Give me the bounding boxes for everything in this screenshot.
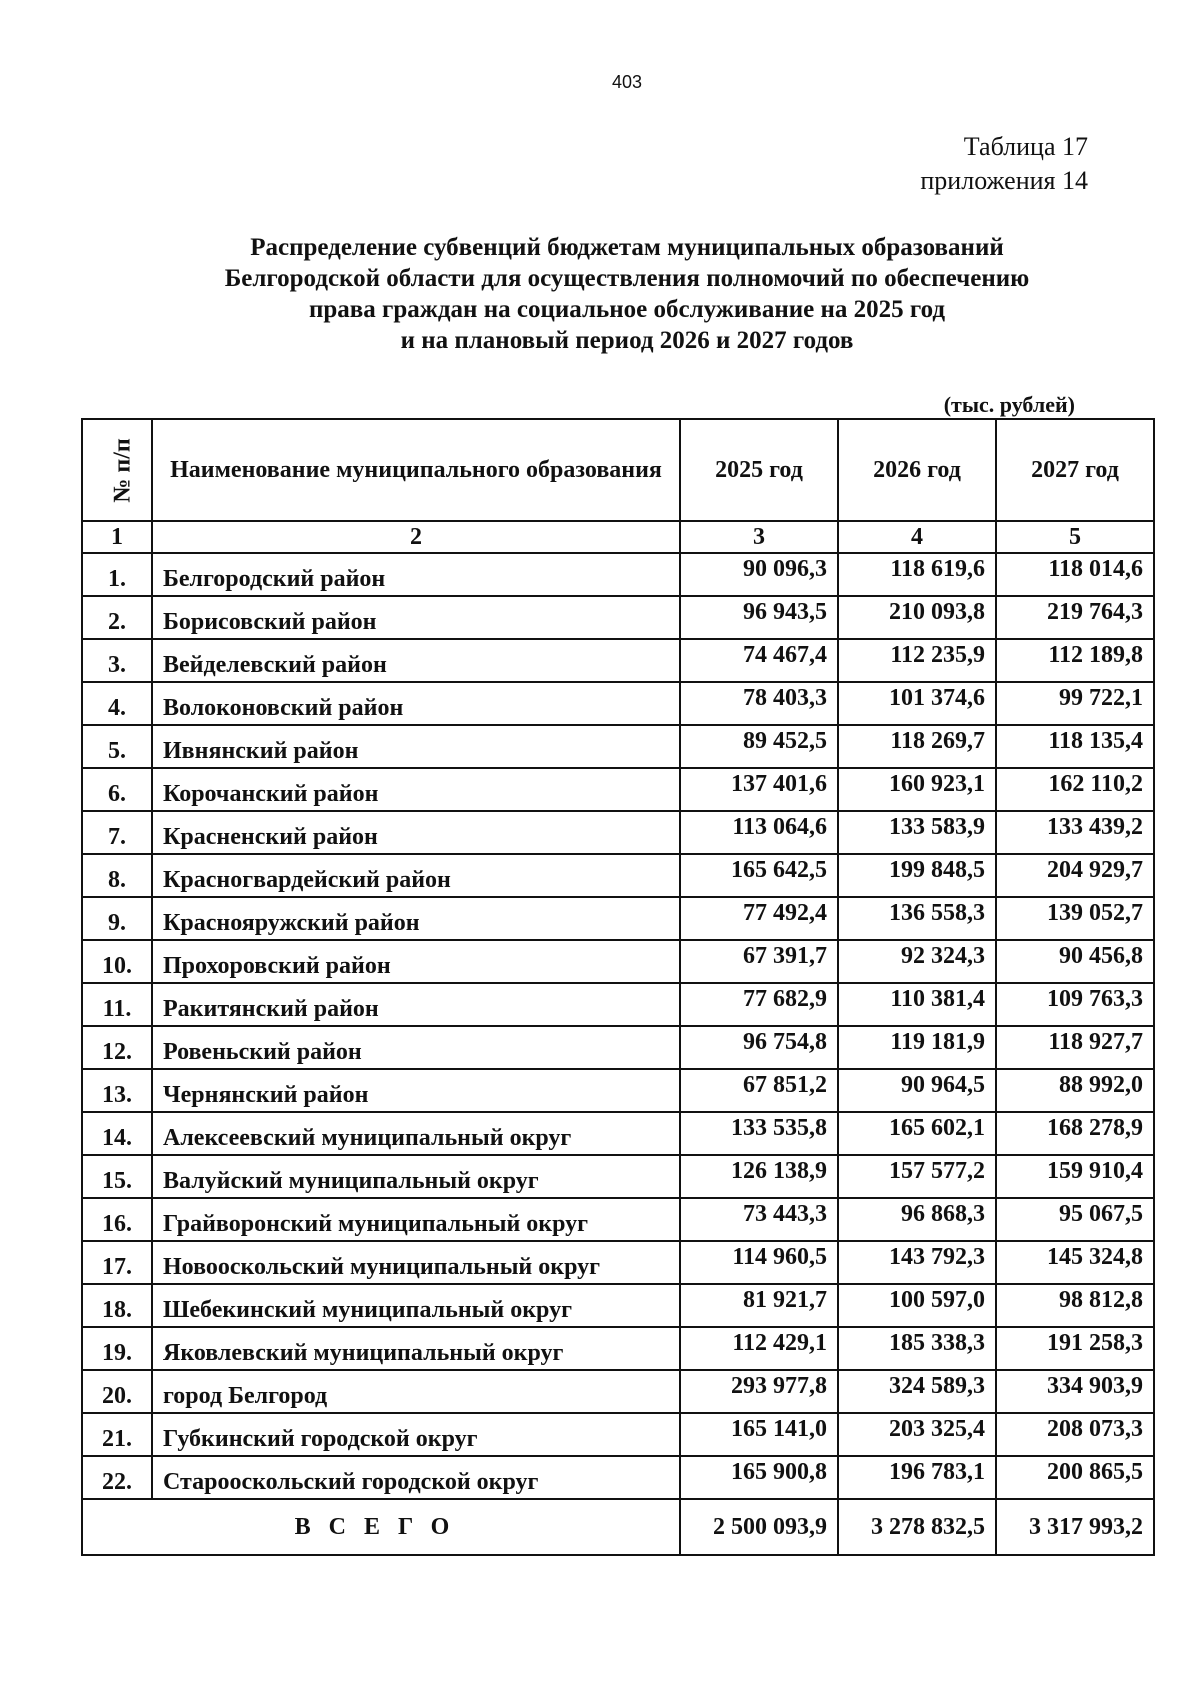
row-number: 9. <box>82 897 152 940</box>
column-number-2: 2 <box>152 521 680 553</box>
municipality-name: Губкинский городской округ <box>152 1413 680 1456</box>
municipality-name: Ракитянский район <box>152 983 680 1026</box>
value-2025: 165 900,8 <box>680 1456 838 1499</box>
row-number: 1. <box>82 553 152 596</box>
value-2027: 159 910,4 <box>996 1155 1154 1198</box>
table-row <box>82 897 1154 940</box>
value-2027: 118 927,7 <box>996 1026 1154 1069</box>
value-2026: 101 374,6 <box>838 682 996 725</box>
municipality-name: Яковлевский муниципальный округ <box>152 1327 680 1370</box>
table-row <box>82 854 1154 897</box>
value-2026: 157 577,2 <box>838 1155 996 1198</box>
value-2027: 133 439,2 <box>996 811 1154 854</box>
value-2026: 203 325,4 <box>838 1413 996 1456</box>
row-number: 21. <box>82 1413 152 1456</box>
value-2026: 90 964,5 <box>838 1069 996 1112</box>
table-row <box>82 983 1154 1026</box>
value-2027: 334 903,9 <box>996 1370 1154 1413</box>
value-2025: 96 754,8 <box>680 1026 838 1069</box>
value-2025: 293 977,8 <box>680 1370 838 1413</box>
value-2027: 219 764,3 <box>996 596 1154 639</box>
row-number: 3. <box>82 639 152 682</box>
value-2026: 324 589,3 <box>838 1370 996 1413</box>
table-row <box>82 768 1154 811</box>
municipality-name: город Белгород <box>152 1370 680 1413</box>
table-row <box>82 1069 1154 1112</box>
table-body <box>82 553 1154 1499</box>
row-number: 2. <box>82 596 152 639</box>
column-number-3: 3 <box>680 521 838 553</box>
value-2027: 118 135,4 <box>996 725 1154 768</box>
row-number: 6. <box>82 768 152 811</box>
municipality-name: Прохоровский район <box>152 940 680 983</box>
column-number-row <box>82 521 1154 553</box>
header-2026: 2026 год <box>838 419 996 521</box>
value-2025: 165 141,0 <box>680 1413 838 1456</box>
value-2026: 210 093,8 <box>838 596 996 639</box>
value-2027: 112 189,8 <box>996 639 1154 682</box>
title-line-1: Распределение субвенций бюджетам муниципальных образований <box>250 234 1004 261</box>
value-2027: 90 456,8 <box>996 940 1154 983</box>
value-2027: 204 929,7 <box>996 854 1154 897</box>
table-header-row <box>82 419 1154 521</box>
value-2026: 160 923,1 <box>838 768 996 811</box>
row-number: 7. <box>82 811 152 854</box>
value-2027: 208 073,3 <box>996 1413 1154 1456</box>
total-label: ВСЕГО <box>82 1499 680 1555</box>
municipality-name: Новооскольский муниципальный округ <box>152 1241 680 1284</box>
value-2025: 137 401,6 <box>680 768 838 811</box>
subventions-table <box>81 418 1155 1556</box>
table-row <box>82 1327 1154 1370</box>
value-2026: 96 868,3 <box>838 1198 996 1241</box>
row-number: 20. <box>82 1370 152 1413</box>
row-number: 18. <box>82 1284 152 1327</box>
row-number: 11. <box>82 983 152 1026</box>
value-2025: 114 960,5 <box>680 1241 838 1284</box>
value-2026: 92 324,3 <box>838 940 996 983</box>
municipality-name: Белгородский район <box>152 553 680 596</box>
municipality-name: Борисовский район <box>152 596 680 639</box>
row-number: 22. <box>82 1456 152 1499</box>
row-number: 8. <box>82 854 152 897</box>
value-2026: 118 269,7 <box>838 725 996 768</box>
row-number: 13. <box>82 1069 152 1112</box>
header-name: Наименование муниципального образования <box>152 419 680 521</box>
value-2025: 77 682,9 <box>680 983 838 1026</box>
value-2025: 73 443,3 <box>680 1198 838 1241</box>
value-2027: 95 067,5 <box>996 1198 1154 1241</box>
table-row <box>82 1155 1154 1198</box>
municipality-name: Корочанский район <box>152 768 680 811</box>
table-row <box>82 596 1154 639</box>
value-2027: 168 278,9 <box>996 1112 1154 1155</box>
header-2025: 2025 год <box>680 419 838 521</box>
column-number-1: 1 <box>82 521 152 553</box>
table-row <box>82 639 1154 682</box>
value-2025: 165 642,5 <box>680 854 838 897</box>
title-line-3: права граждан на социальное обслуживание на 2025 год <box>308 296 946 323</box>
value-2027: 98 812,8 <box>996 1284 1154 1327</box>
municipality-name: Шебекинский муниципальный округ <box>152 1284 680 1327</box>
table-row <box>82 811 1154 854</box>
value-2027: 118 014,6 <box>996 553 1154 596</box>
table-row <box>82 725 1154 768</box>
value-2026: 185 338,3 <box>838 1327 996 1370</box>
table-row <box>82 1413 1154 1456</box>
municipality-name: Ровеньский район <box>152 1026 680 1069</box>
row-number: 15. <box>82 1155 152 1198</box>
row-number: 10. <box>82 940 152 983</box>
total-2027: 3 317 993,2 <box>996 1499 1154 1555</box>
column-number-4: 4 <box>838 521 996 553</box>
table-row <box>82 1284 1154 1327</box>
value-2026: 165 602,1 <box>838 1112 996 1155</box>
value-2027: 200 865,5 <box>996 1456 1154 1499</box>
value-2026: 199 848,5 <box>838 854 996 897</box>
municipality-name: Грайворонский муниципальный округ <box>152 1198 680 1241</box>
value-2025: 67 851,2 <box>680 1069 838 1112</box>
municipality-name: Красногвардейский район <box>152 854 680 897</box>
table-ref-line-1: Таблица 17 <box>963 132 1088 161</box>
value-2025: 89 452,5 <box>680 725 838 768</box>
table-row <box>82 1241 1154 1284</box>
value-2026: 118 619,6 <box>838 553 996 596</box>
value-2025: 78 403,3 <box>680 682 838 725</box>
value-2027: 139 052,7 <box>996 897 1154 940</box>
value-2027: 162 110,2 <box>996 768 1154 811</box>
table-row <box>82 1370 1154 1413</box>
title-line-4: и на плановый период 2026 и 2027 годов <box>400 327 854 354</box>
municipality-name: Волоконовский район <box>152 682 680 725</box>
table-row <box>82 1198 1154 1241</box>
table-ref-line-2: приложения 14 <box>920 166 1088 195</box>
municipality-name: Вейделевский район <box>152 639 680 682</box>
value-2026: 136 558,3 <box>838 897 996 940</box>
value-2025: 90 096,3 <box>680 553 838 596</box>
row-number: 5. <box>82 725 152 768</box>
table-row <box>82 1456 1154 1499</box>
municipality-name: Алексеевский муниципальный округ <box>152 1112 680 1155</box>
value-2026: 143 792,3 <box>838 1241 996 1284</box>
header-number <box>82 419 152 521</box>
municipality-name: Красненский район <box>152 811 680 854</box>
table-reference <box>920 130 1088 198</box>
header-number-label: № п/п <box>109 437 136 503</box>
value-2026: 100 597,0 <box>838 1284 996 1327</box>
header-2027: 2027 год <box>996 419 1154 521</box>
row-number: 14. <box>82 1112 152 1155</box>
value-2025: 81 921,7 <box>680 1284 838 1327</box>
value-2025: 113 064,6 <box>680 811 838 854</box>
value-2026: 119 181,9 <box>838 1026 996 1069</box>
row-number: 17. <box>82 1241 152 1284</box>
table-row <box>82 1026 1154 1069</box>
row-number: 4. <box>82 682 152 725</box>
value-2026: 133 583,9 <box>838 811 996 854</box>
value-2025: 126 138,9 <box>680 1155 838 1198</box>
value-2027: 99 722,1 <box>996 682 1154 725</box>
title-line-2: Белгородской области для осуществления полномочий по обеспечению <box>224 265 1030 292</box>
document-title <box>0 232 1200 356</box>
table-row <box>82 940 1154 983</box>
value-2027: 109 763,3 <box>996 983 1154 1026</box>
value-2026: 112 235,9 <box>838 639 996 682</box>
column-number-5: 5 <box>996 521 1154 553</box>
municipality-name: Ивнянский район <box>152 725 680 768</box>
value-2026: 196 783,1 <box>838 1456 996 1499</box>
total-2026: 3 278 832,5 <box>838 1499 996 1555</box>
municipality-name: Краснояружский район <box>152 897 680 940</box>
municipality-name: Чернянский район <box>152 1069 680 1112</box>
value-2025: 67 391,7 <box>680 940 838 983</box>
value-2025: 133 535,8 <box>680 1112 838 1155</box>
row-number: 12. <box>82 1026 152 1069</box>
units-label: (тыс. рублей) <box>943 392 1075 417</box>
value-2025: 112 429,1 <box>680 1327 838 1370</box>
value-2025: 96 943,5 <box>680 596 838 639</box>
table-row <box>82 1112 1154 1155</box>
municipality-name: Старооскольский городской округ <box>152 1456 680 1499</box>
value-2025: 74 467,4 <box>680 639 838 682</box>
total-2025: 2 500 093,9 <box>680 1499 838 1555</box>
municipality-name: Валуйский муниципальный округ <box>152 1155 680 1198</box>
value-2027: 191 258,3 <box>996 1327 1154 1370</box>
value-2025: 77 492,4 <box>680 897 838 940</box>
value-2027: 88 992,0 <box>996 1069 1154 1112</box>
table-row <box>82 682 1154 725</box>
table-row <box>82 553 1154 596</box>
total-row <box>82 1499 1154 1555</box>
row-number: 16. <box>82 1198 152 1241</box>
value-2027: 145 324,8 <box>996 1241 1154 1284</box>
value-2026: 110 381,4 <box>838 983 996 1026</box>
row-number: 19. <box>82 1327 152 1370</box>
page-number: 403 <box>611 72 643 92</box>
